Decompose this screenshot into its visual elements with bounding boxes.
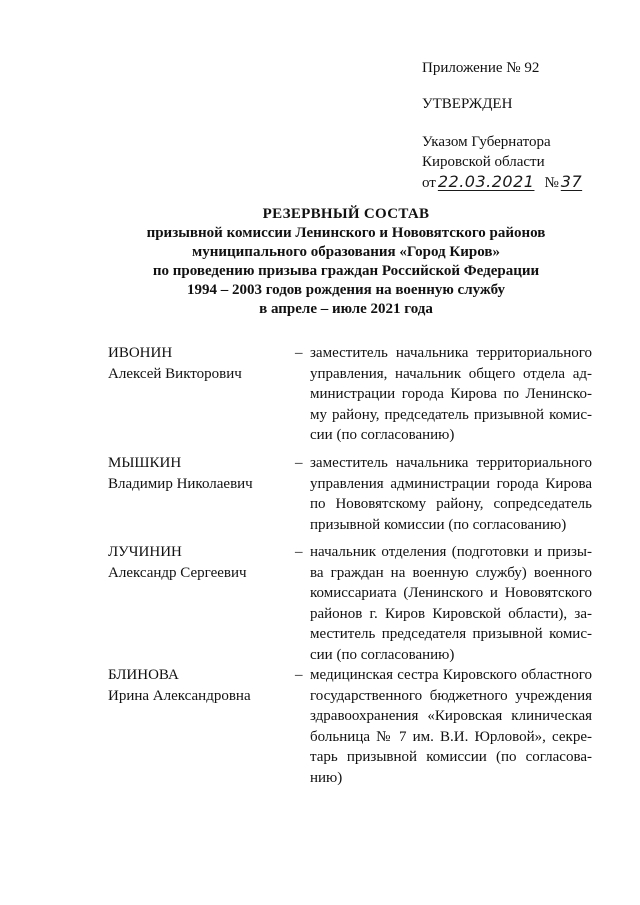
title-line: 1994 – 2003 годов рождения на военную службу [186, 282, 506, 298]
separator-dash: – [295, 667, 303, 683]
region-line: Кировской области [422, 154, 545, 170]
decree-line: Указом Губернатора [422, 134, 551, 150]
title-line: по проведению призыва граждан Российской Федерации [152, 263, 540, 279]
member-role: начальник отделения (подготовки и призыва граждан на военную службу) военного комиссариата (Ленинского и Нововятского районов г. Киров Кировской области), заместитель председателя призывной комиссии (по согласованию) [310, 544, 592, 663]
member-name [108, 453, 283, 494]
member-name [108, 542, 283, 583]
separator-dash: – [295, 455, 303, 471]
appendix-number: Приложение № 92 [422, 60, 540, 76]
member-surname: БЛИНОВА [108, 667, 179, 683]
member-given-names: Алексей Викторович [108, 365, 242, 382]
date-prefix: от [422, 175, 436, 191]
member-given-names: Ирина Александровна [108, 687, 251, 704]
member-role: заместитель начальника территориального управления администрации города Кирова по Нововятскому району, сопредседатель призывной комиссии (по согласованию) [310, 455, 592, 533]
title-line: призывной комиссии Ленинского и Нововятского районов [146, 225, 546, 241]
title-main: РЕЗЕРВНЫЙ СОСТАВ [262, 206, 430, 222]
handwritten-number: 37 [560, 172, 583, 191]
document-title [60, 205, 632, 319]
member-surname: МЫШКИН [108, 455, 182, 471]
handwritten-date: 22.03.2021 [437, 172, 535, 191]
member-given-names: Александр Сергеевич [108, 564, 247, 581]
title-line: в апреле – июле 2021 года [259, 301, 433, 317]
approval-block [422, 58, 632, 193]
number-prefix: № [544, 175, 559, 191]
member-role: медицинская сестра Кировского областного государственного бюджетного учреждения здравоохранения «Кировская клиническая больница № 7 им. В.И. Юрловой», секретарь призывной комиссии (по согласованию) [310, 667, 592, 786]
separator-dash: – [295, 544, 303, 560]
member-surname: ИВОНИН [108, 345, 173, 361]
member-name [108, 665, 283, 706]
member-name [108, 343, 283, 384]
member-surname: ЛУЧИНИН [108, 544, 182, 560]
member-role: заместитель начальника территориального управления, начальник общего отдела администрации города Кирова по Ленинскому району, председатель призывной комиссии (по согласованию) [310, 345, 592, 443]
decree-date-number-line [422, 172, 632, 193]
approved-stamp-text: УТВЕРЖДЕН [422, 96, 513, 112]
separator-dash: – [295, 345, 303, 361]
title-line: муниципального образования «Город Киров» [192, 244, 500, 260]
member-given-names: Владимир Николаевич [108, 475, 253, 492]
